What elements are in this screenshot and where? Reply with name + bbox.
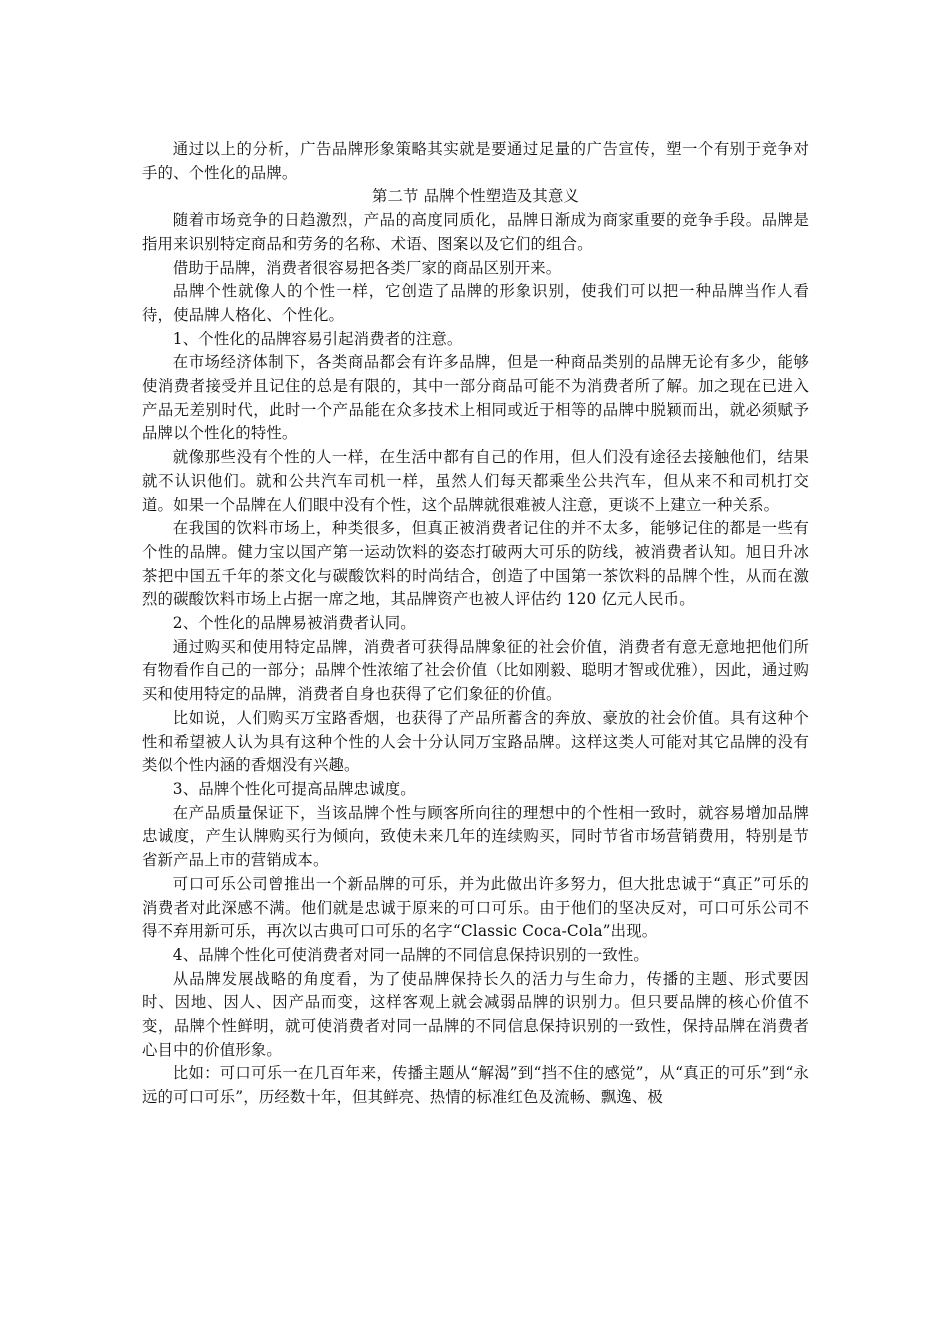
subheading-point-2: 2、个性化的品牌易被消费者认同。 xyxy=(172,614,416,633)
paragraph: 随着市场竞争的日趋激烈，产品的高度同质化，品牌日渐成为商家重要的竞争手段。品牌是指用来识别特定商品和劳务的名称、术语、图案以及它们的组合。 xyxy=(142,211,809,253)
section-heading: 第二节 品牌个性塑造及其意义 xyxy=(371,187,580,206)
paragraph: 从品牌发展战略的角度看，为了使品牌保持长久的活力与生命力，传播的主题、形式要因时、因地、因人、因产品而变，这样客观上就会减弱品牌的识别力。但只要品牌的核心价值不变，品牌个性鲜明，就可使消费者对同一品牌的不同信息保持识别的一致性，保持品牌在消费者心目中的价值形象。 xyxy=(142,969,809,1059)
paragraph: 在我国的饮料市场上，种类很多，但真正被消费者记住的并不太多，能够记住的都是一些有个性的品牌。健力宝以国产第一运动饮料的姿态打破两大可乐的防线，被消费者认知。旭日升冰茶把中国五千年的茶文化与碳酸饮料的时尚结合，创造了中国第一茶饮料的品牌个性，从而在激烈的碳酸饮料市场上占据一席之地，其品牌资产也被人评估约 120 亿元人民币。 xyxy=(142,519,809,609)
paragraph: 就像那些没有个性的人一样，在生活中都有自己的作用，但人们没有途径去接触他们，结果就不认识他们。就和公共汽车司机一样，虽然人们每天都乘坐公共汽车，但从来不和司机打交道。如果一个品牌在人们眼中没有个性，这个品牌就很难被人注意，更谈不上建立一种关系。 xyxy=(142,448,809,514)
paragraph: 在产品质量保证下，当该品牌个性与顾客所向往的理想中的个性相一致时，就容易增加品牌忠诚度，产生认牌购买行为倾向，致使未来几年的连续购买，同时节省市场营销费用，特别是节省新产品上市的营销成本。 xyxy=(142,803,809,870)
paragraph: 借助于品牌，消费者很容易把各类厂家的商品区别开来。 xyxy=(172,258,562,277)
paragraph: 通过购买和使用特定品牌，消费者可获得品牌象征的社会价值，消费者有意无意地把他们所有物看作自己的一部分；品牌个性浓缩了社会价值（比如刚毅、聪明才智或优雅），因此，通过购买和使用特定的品牌，消费者自身也获得了它们象征的价值。 xyxy=(142,637,809,704)
subheading-point-1: 1、个性化的品牌容易引起消费者的注意。 xyxy=(172,329,463,348)
subheading-point-4: 4、品牌个性化可使消费者对同一品牌的不同信息保持识别的一致性。 xyxy=(172,945,649,964)
paragraph: 通过以上的分析，广告品牌形象策略其实就是要通过足量的广告宣传，塑一个有别于竞争对手的、个性化的品牌。 xyxy=(142,140,809,182)
paragraph: 在市场经济体制下，各类商品都会有许多品牌，但是一种商品类别的品牌无论有多少，能够使消费者接受并且记住的总是有限的，其中一部分商品可能不为消费者所了解。加之现在已进入产品无差别时代，此时一个产品能在众多技术上相同或近于相等的品牌中脱颖而出，就必须赋予品牌以个性化的特性。 xyxy=(142,353,809,443)
subheading-point-3: 3、品牌个性化可提高品牌忠诚度。 xyxy=(172,779,416,798)
paragraph: 比如：可口可乐一在几百年来，传播主题从“解渴”到“挡不住的感觉”，从“真正的可乐”到“永远的可口可乐”，历经数十年，但其鲜亮、热情的标准红色及流畅、飘逸、极 xyxy=(142,1064,809,1107)
paragraph: 品牌个性就像人的个性一样，它创造了品牌的形象识别，使我们可以把一种品牌当作人看待，使品牌人格化、个性化。 xyxy=(142,282,809,324)
document-page xyxy=(142,138,809,1218)
paragraph: 可口可乐公司曾推出一个新品牌的可乐，并为此做出许多努力，但大批忠诚于“真正”可乐的消费者对此深感不满。他们就是忠诚于原来的可口可乐。由于他们的坚决反对，可口可乐公司不得不弃用新可乐，再次以古典可口可乐的名字“Classic Coca-Cola”出现。 xyxy=(142,874,809,941)
paragraph: 比如说，人们购买万宝路香烟，也获得了产品所蓄含的奔放、豪放的社会价值。具有这种个性和希望被人认为具有这种个性的人会十分认同万宝路品牌。这样这类人可能对其它品牌的没有类似个性内涵的香烟没有兴趣。 xyxy=(142,708,809,775)
